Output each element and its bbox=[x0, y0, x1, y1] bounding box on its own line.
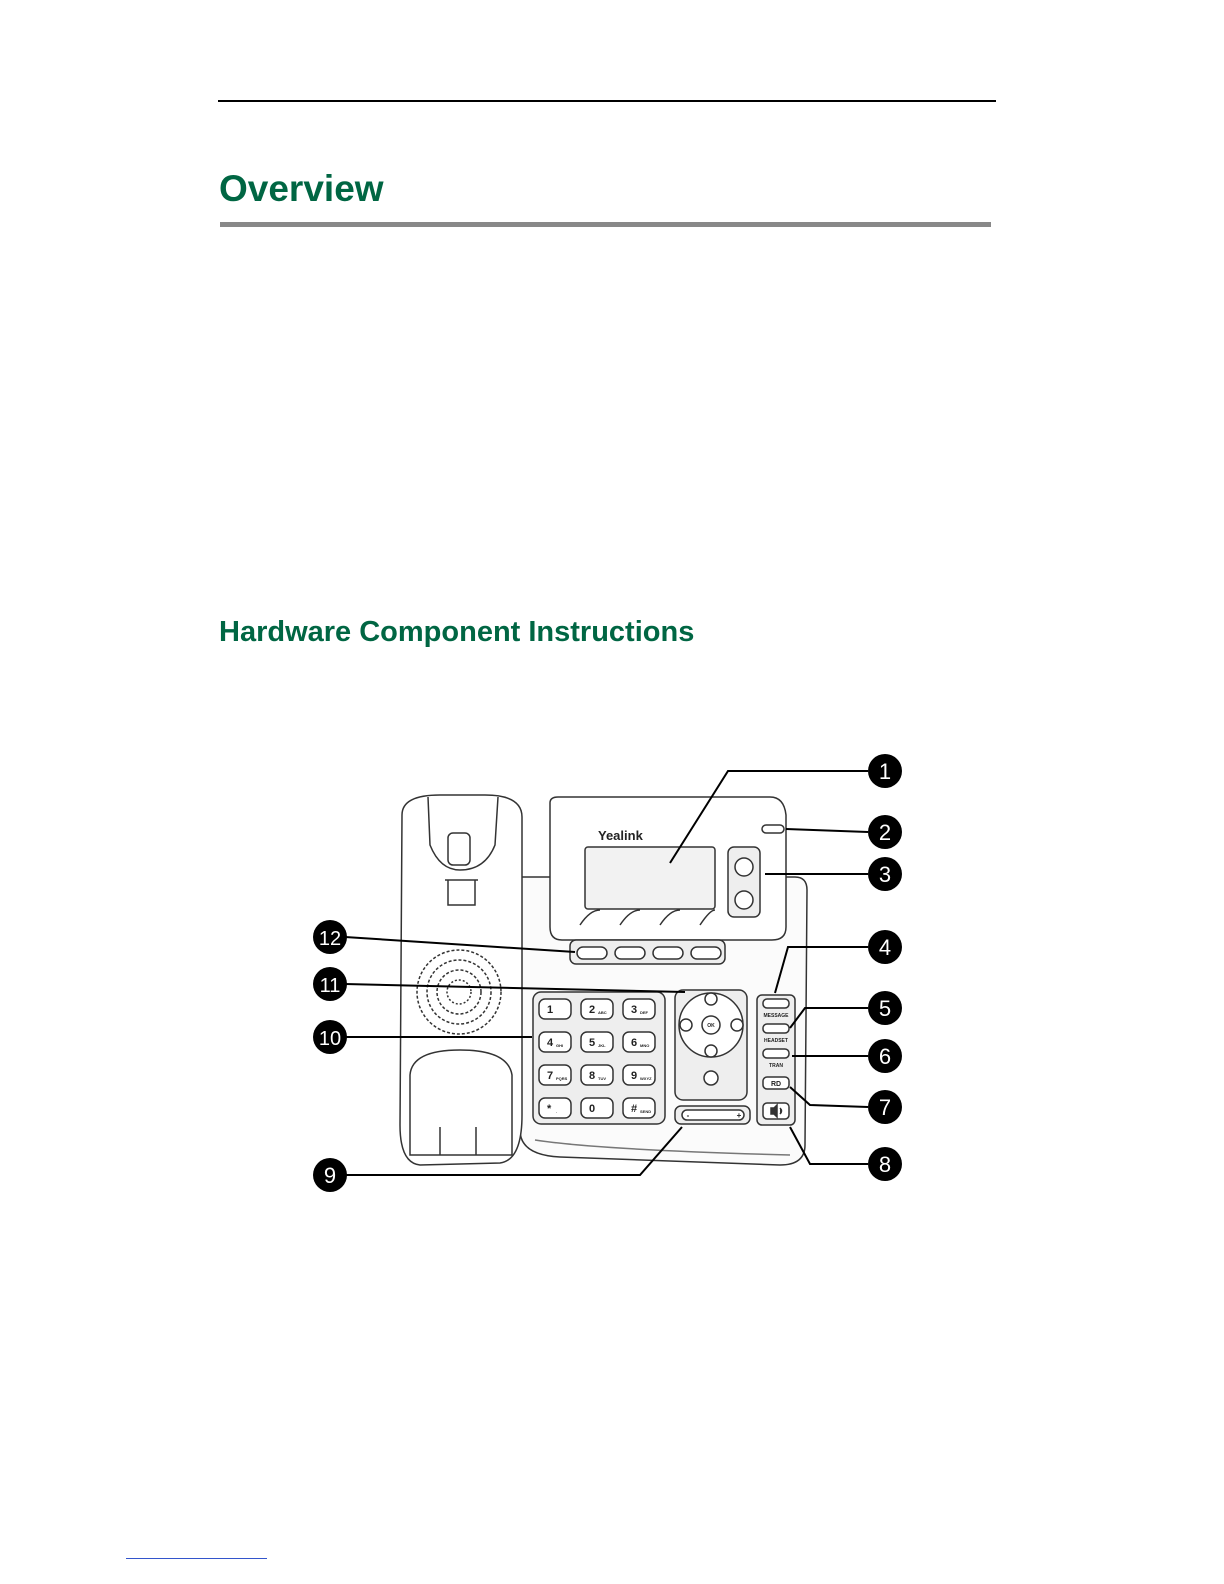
vol-minus-label: - bbox=[686, 1111, 690, 1120]
overview-heading: Overview bbox=[219, 168, 384, 209]
headset-label: HEADSET bbox=[764, 1038, 788, 1044]
softkey-2 bbox=[615, 947, 645, 959]
softkey-1 bbox=[577, 947, 607, 959]
lcd-screen bbox=[585, 847, 715, 909]
callout-4 bbox=[868, 930, 902, 964]
keypad-key-7 bbox=[539, 1065, 571, 1085]
footnote-rule bbox=[126, 1558, 267, 1559]
redial-label: RD bbox=[770, 1081, 782, 1088]
tran-key bbox=[763, 1049, 789, 1058]
callout-number: 2 bbox=[878, 820, 892, 845]
callout-2 bbox=[868, 815, 902, 849]
nav-down-key bbox=[705, 1045, 717, 1057]
message-label: MESSAGE bbox=[763, 1013, 789, 1019]
hardware-heading: Hardware Component Instructions bbox=[219, 616, 695, 648]
keypad-key-sub-label: TUV bbox=[598, 1076, 606, 1081]
keypad-key-sub-label: SEND bbox=[640, 1109, 652, 1114]
keypad-key-10 bbox=[539, 1098, 571, 1118]
keypad-key-main-label: 8 bbox=[589, 1070, 596, 1082]
keypad-key-main-label: 1 bbox=[547, 1004, 554, 1016]
ok-label: OK bbox=[707, 1023, 715, 1029]
keypad-key-main-label: 5 bbox=[589, 1037, 596, 1049]
keypad-key-main-label: 9 bbox=[631, 1070, 638, 1082]
keypad-key-2 bbox=[581, 999, 613, 1019]
brand-logo: Yealink bbox=[598, 828, 643, 843]
callout-1 bbox=[868, 754, 902, 788]
vol-plus-label: + bbox=[736, 1111, 742, 1120]
keypad-key-3 bbox=[623, 999, 655, 1019]
keypad-key-sub-label: . bbox=[556, 1109, 558, 1114]
callout-number: 1 bbox=[878, 759, 892, 784]
nav-up-key bbox=[705, 993, 717, 1005]
volume-bar bbox=[682, 1110, 744, 1120]
line-key-1 bbox=[735, 858, 753, 876]
callout-5 bbox=[868, 991, 902, 1025]
callout-number: 5 bbox=[878, 996, 892, 1021]
keypad-key-main-label: 3 bbox=[631, 1004, 638, 1016]
phone-diagram-svg bbox=[300, 745, 920, 1195]
cancel-key bbox=[704, 1071, 718, 1085]
keypad-key-sub-label: MNO bbox=[640, 1043, 650, 1048]
callout-line-2 bbox=[786, 829, 868, 832]
callout-number: 11 bbox=[319, 975, 341, 997]
keypad-key-sub-label: JKL bbox=[598, 1043, 606, 1048]
callout-7 bbox=[868, 1090, 902, 1124]
callout-9 bbox=[313, 1158, 347, 1192]
keypad-key-sub-label: PQRS bbox=[556, 1076, 568, 1081]
callout-number: 8 bbox=[878, 1152, 892, 1177]
callout-8 bbox=[868, 1147, 902, 1181]
nav-left-key bbox=[680, 1019, 692, 1031]
softkey-3 bbox=[653, 947, 683, 959]
callout-3 bbox=[868, 857, 902, 891]
callout-number: 12 bbox=[318, 928, 342, 950]
keypad-key-main-label: 0 bbox=[589, 1103, 596, 1115]
keypad-key-9 bbox=[623, 1065, 655, 1085]
callout-number: 7 bbox=[878, 1095, 892, 1120]
callout-number: 10 bbox=[318, 1028, 342, 1050]
nav-right-key bbox=[731, 1019, 743, 1031]
phone-diagram bbox=[300, 745, 920, 1195]
callout-number: 9 bbox=[323, 1163, 337, 1188]
keypad-key-sub-label: ABC bbox=[598, 1010, 607, 1015]
headset-key bbox=[763, 1024, 789, 1033]
keypad-key-12 bbox=[623, 1098, 655, 1118]
header-rule bbox=[218, 100, 996, 102]
keypad-key-sub-label: GHI bbox=[556, 1043, 564, 1048]
tran-label: TRAN bbox=[769, 1063, 783, 1069]
keypad-key-sub-label: WXYZ bbox=[640, 1076, 652, 1081]
callout-11 bbox=[313, 967, 347, 1001]
keypad-key-main-label: 2 bbox=[589, 1004, 596, 1016]
keypad-key-8 bbox=[581, 1065, 613, 1085]
keypad-key-1 bbox=[539, 999, 571, 1019]
callout-10 bbox=[313, 1020, 347, 1054]
keypad-key-sub-label: DEF bbox=[640, 1010, 648, 1015]
softkey-4 bbox=[691, 947, 721, 959]
keypad-key-main-label: 6 bbox=[631, 1037, 638, 1049]
keypad-key-5 bbox=[581, 1032, 613, 1052]
keypad-key-11 bbox=[581, 1098, 613, 1118]
keypad-key-main-label: 4 bbox=[547, 1037, 554, 1049]
keypad-key-4 bbox=[539, 1032, 571, 1052]
handset bbox=[400, 795, 522, 1165]
callout-number: 6 bbox=[878, 1044, 892, 1069]
keypad-key-main-label: # bbox=[631, 1103, 638, 1115]
callout-12 bbox=[313, 920, 347, 954]
overview-heading-rule bbox=[220, 222, 991, 227]
callout-6 bbox=[868, 1039, 902, 1073]
keypad-key-6 bbox=[623, 1032, 655, 1052]
message-key bbox=[763, 999, 789, 1008]
keypad-key-main-label: 7 bbox=[547, 1070, 554, 1082]
callout-number: 3 bbox=[878, 862, 892, 887]
callout-number: 4 bbox=[878, 935, 892, 960]
keypad-key-main-label: * bbox=[547, 1103, 552, 1115]
line-key-2 bbox=[735, 891, 753, 909]
